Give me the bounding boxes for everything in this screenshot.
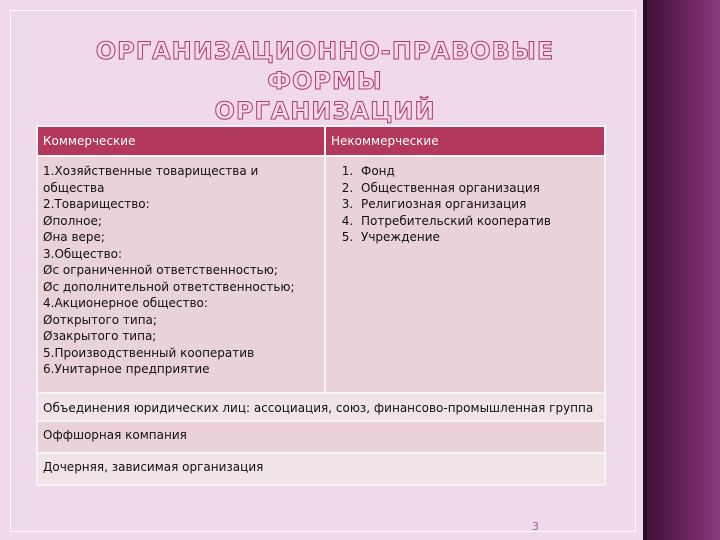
header-commercial: Коммерческие	[37, 126, 325, 156]
commercial-line: Øс ограниченной ответственностью;	[43, 263, 278, 277]
commercial-line: общества	[43, 180, 105, 195]
commercial-line: Øс дополнительной ответственностью;	[43, 279, 295, 294]
table-row	[37, 421, 605, 453]
associations-cell: Объединения юридических лиц: ассоциация, союз, финансово-промышленная группа	[37, 393, 605, 422]
side-decoration-panel	[643, 0, 720, 540]
list-item: 1. Фонд	[357, 163, 599, 180]
table-row	[37, 393, 605, 422]
noncommercial-cell	[325, 156, 605, 393]
commercial-line: 3.Общество:	[43, 246, 123, 261]
commercial-line: 6.Унитарное предприятие	[43, 362, 210, 376]
commercial-line: 2.Товарищество:	[43, 197, 150, 211]
title-line-2: ОРГАНИЗАЦИЙ	[214, 97, 436, 125]
list-item: 3. Религиозная организация	[357, 196, 599, 213]
noncommercial-list	[331, 163, 599, 246]
commercial-cell	[37, 156, 325, 393]
table-header-row	[37, 126, 605, 156]
subsidiary-cell: Дочерняя, зависимая организация	[37, 453, 605, 485]
commercial-line: 5.Производственный кооператив	[43, 345, 255, 360]
commercial-line: Øоткрытого типа;	[43, 312, 157, 327]
offshore-cell: Оффшорная компания	[37, 421, 605, 453]
list-item: 5. Учреждение	[357, 229, 599, 246]
title-line-1: ОРГАНИЗАЦИОННО-ПРАВОВЫЕ ФОРМЫ	[95, 37, 555, 95]
commercial-line: Øна вере;	[43, 230, 105, 244]
header-noncommercial: Некоммерческие	[325, 126, 605, 156]
commercial-line: Øзакрытого типа;	[43, 329, 157, 343]
table-row	[37, 453, 605, 485]
commercial-line: Øполное;	[43, 213, 102, 228]
list-item: 4. Потребительский кооператив	[357, 213, 599, 230]
page-number: 3	[532, 520, 539, 533]
commercial-line: 1.Хозяйственные товарищества и	[43, 164, 259, 178]
commercial-line: 4.Акционерное общество:	[43, 296, 208, 310]
list-item: 2. Общественная организация	[357, 180, 599, 197]
slide-title	[40, 36, 610, 126]
org-forms-table	[36, 125, 606, 486]
table-row	[37, 156, 605, 393]
